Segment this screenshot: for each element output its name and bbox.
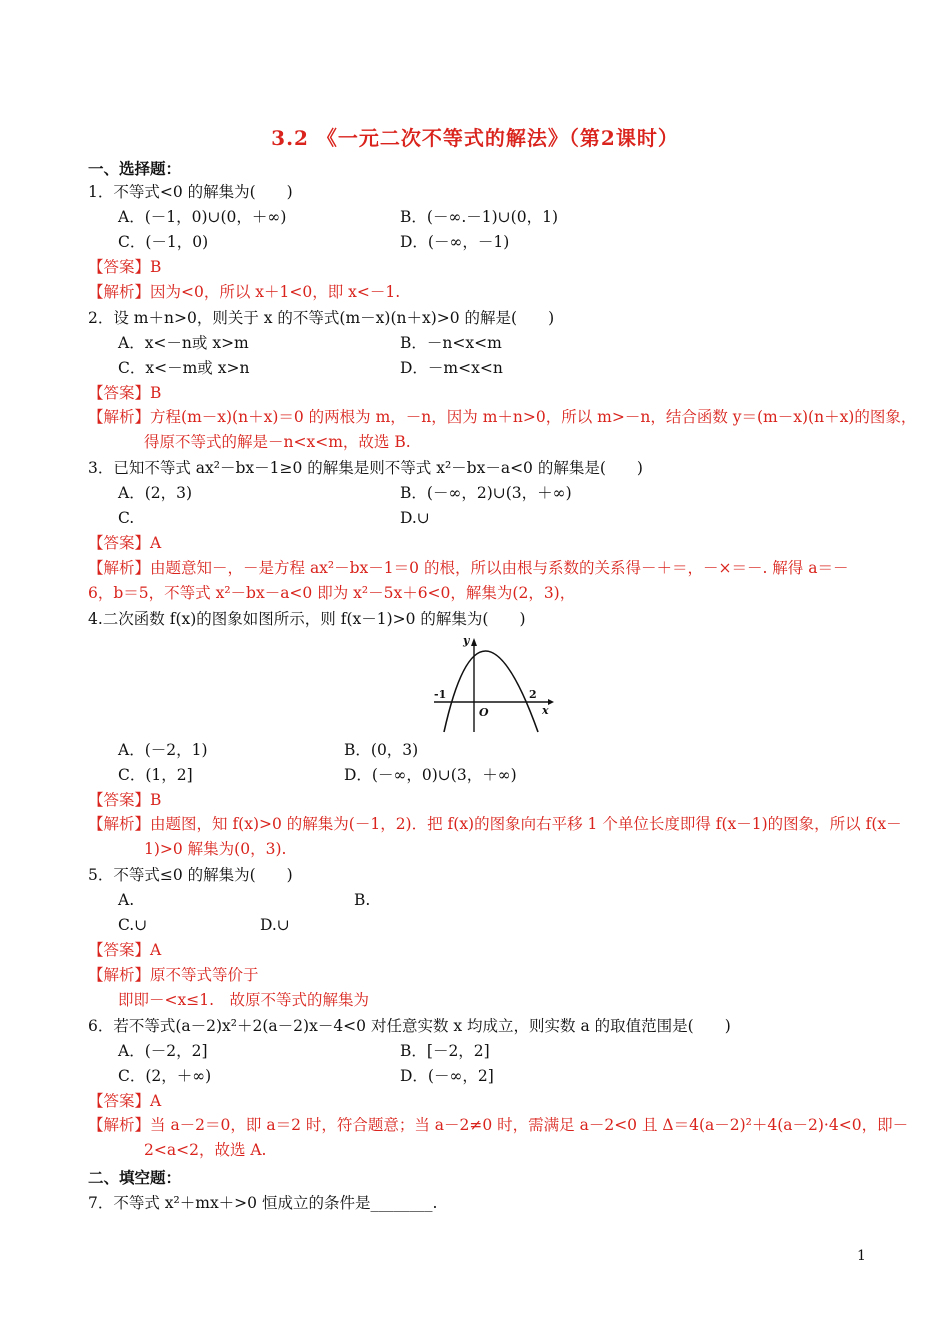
x-axis-arrow	[548, 699, 554, 705]
question-6-analysis	[88, 1113, 924, 1163]
question-1-option-d: D．(－∞，－1)	[400, 233, 510, 251]
question-3-stem: 3．已知不等式 ax²－bx－1≥0 的解集是则不等式 x²－bx－a<0 的解集是( )	[88, 459, 643, 477]
question-1-option-a: A．(－1，0)∪(0，＋∞)	[118, 208, 287, 226]
parabola-graph	[432, 634, 554, 734]
question-7-stem: 7．不等式 x²＋mx＋>0 恒成立的条件是________.	[88, 1194, 438, 1212]
question-6-option-b: B．[－2，2]	[400, 1042, 490, 1060]
answer-tag: 【答案】	[88, 941, 151, 959]
x-axis-label: x	[542, 704, 549, 717]
question-1-stem: 1．不等式<0 的解集为( )	[88, 183, 293, 201]
question-5-stem: 5．不等式≤0 的解集为( )	[88, 866, 293, 884]
section-heading-fill: 二、填空题：	[88, 1168, 182, 1187]
question-2-option-d: D．－m<x<n	[400, 359, 503, 377]
answer-value: A	[150, 534, 162, 552]
question-1-option-c: C．(－1，0)	[118, 233, 209, 251]
answer-value: B	[150, 258, 162, 276]
answer-tag: 【答案】	[88, 791, 151, 809]
page-number: 1	[857, 1248, 866, 1264]
question-3-option-b: B．(－∞，2)∪(3，＋∞)	[400, 484, 572, 502]
analysis-text: 原不等式等价于	[150, 966, 259, 984]
question-2-answer	[88, 382, 161, 404]
question-3-analysis	[88, 556, 868, 606]
question-1-analysis	[88, 281, 400, 303]
question-4-stem: 4.二次函数 f(x)的图象如图所示，则 f(x－1)>0 的解集为( )	[88, 610, 526, 628]
section-heading-choice: 一、选择题：	[88, 159, 182, 178]
question-1-answer	[88, 256, 161, 278]
question-4-analysis	[88, 812, 924, 862]
question-6-option-d: D．(－∞，2]	[400, 1067, 494, 1085]
analysis-text: 由题图，知 f(x)>0 的解集为(－1，2)．把 f(x)的图象向右平移 1 个单位长度即得 f(x－1)的图象，所以 f(x－1)>0 解集为(0，3).	[144, 815, 902, 858]
analysis-tag: 【解析】	[88, 815, 151, 833]
question-4-option-d: D．(－∞，0)∪(3，＋∞)	[344, 766, 517, 784]
question-3-answer	[88, 532, 161, 554]
y-axis-label: y	[463, 634, 470, 647]
question-5-option-a: A.	[118, 891, 135, 909]
question-6-option-c: C．(2，＋∞)	[118, 1067, 212, 1085]
question-2-stem: 2．设 m＋n>0，则关于 x 的不等式(m－x)(n＋x)>0 的解是( )	[88, 309, 555, 327]
question-3-option-c: C.	[118, 509, 135, 527]
question-5-option-b: B.	[354, 891, 371, 909]
y-axis-arrow	[471, 638, 477, 646]
question-4-answer	[88, 789, 161, 811]
question-2-option-b: B．－n<x<m	[400, 334, 502, 352]
analysis-text: 因为<0，所以 x＋1<0，即 x<－1.	[150, 283, 401, 301]
analysis-text: 方程(m－x)(n＋x)＝0 的两根为 m，－n，因为 m＋n>0，所以 m>－n，结合函数 y＝(m－x)(n＋x)的图象，得原不等式的解是－n<x<m，故选 B.	[144, 408, 917, 451]
question-1-option-b: B．(－∞.－1)∪(0，1)	[400, 208, 558, 226]
question-3-option-a: A．(2，3)	[118, 484, 193, 502]
question-5-option-c: C.∪	[118, 916, 148, 934]
parabola-curve	[444, 651, 538, 732]
answer-value: A	[150, 1092, 162, 1110]
question-2-option-a: A．x<－n或 x>m	[118, 334, 249, 352]
question-4-option-c: C．(1，2]	[118, 766, 193, 784]
answer-tag: 【答案】	[88, 258, 151, 276]
answer-value: A	[150, 941, 162, 959]
answer-tag: 【答案】	[88, 534, 151, 552]
question-6-option-a: A．(－2，2]	[118, 1042, 208, 1060]
analysis-tag: 【解析】	[88, 966, 151, 984]
question-3-option-d: D.∪	[400, 509, 430, 527]
question-5-analysis	[88, 964, 259, 986]
page-title: 3.2 《一元二次不等式的解法》（第2课时）	[271, 126, 679, 150]
question-4-option-b: B．(0，3)	[344, 741, 419, 759]
question-2-option-c: C．x<－m或 x>n	[118, 359, 250, 377]
analysis-text: 当 a－2＝0，即 a＝2 时，符合题意；当 a－2≠0 时，需满足 a－2<0 且 Δ＝4(a－2)²＋4(a－2)·4<0，即－2<a<2，故选 A.	[144, 1116, 909, 1159]
right-root-label: 2	[529, 688, 537, 701]
answer-value: B	[150, 384, 162, 402]
analysis-text: 由题意知－，－是方程 ax²－bx－1＝0 的根，所以由根与系数的关系得－＋＝，－×＝－. 解得 a＝－6，b＝5，不等式 x²－bx－a<0 即为 x²－5x＋6<0，解集为(2，3)，	[88, 559, 849, 602]
question-4-option-a: A．(－2，1)	[118, 741, 208, 759]
question-6-stem: 6．若不等式(a－2)x²＋2(a－2)x－4<0 对任意实数 x 均成立，则实数 a 的取值范围是( )	[88, 1017, 731, 1035]
question-5-analysis-line-2: 即即－<x≤1. 故原不等式的解集为	[118, 991, 370, 1009]
question-6-answer	[88, 1090, 161, 1112]
question-5-answer	[88, 939, 161, 961]
answer-tag: 【答案】	[88, 384, 151, 402]
analysis-tag: 【解析】	[88, 283, 151, 301]
answer-value: B	[150, 791, 162, 809]
answer-tag: 【答案】	[88, 1092, 151, 1110]
left-root-label: -1	[434, 688, 447, 701]
origin-label: O	[479, 706, 489, 719]
analysis-tag: 【解析】	[88, 408, 151, 426]
analysis-tag: 【解析】	[88, 559, 151, 577]
analysis-tag: 【解析】	[88, 1116, 151, 1134]
question-2-analysis	[88, 405, 924, 455]
question-5-option-d: D.∪	[260, 916, 290, 934]
